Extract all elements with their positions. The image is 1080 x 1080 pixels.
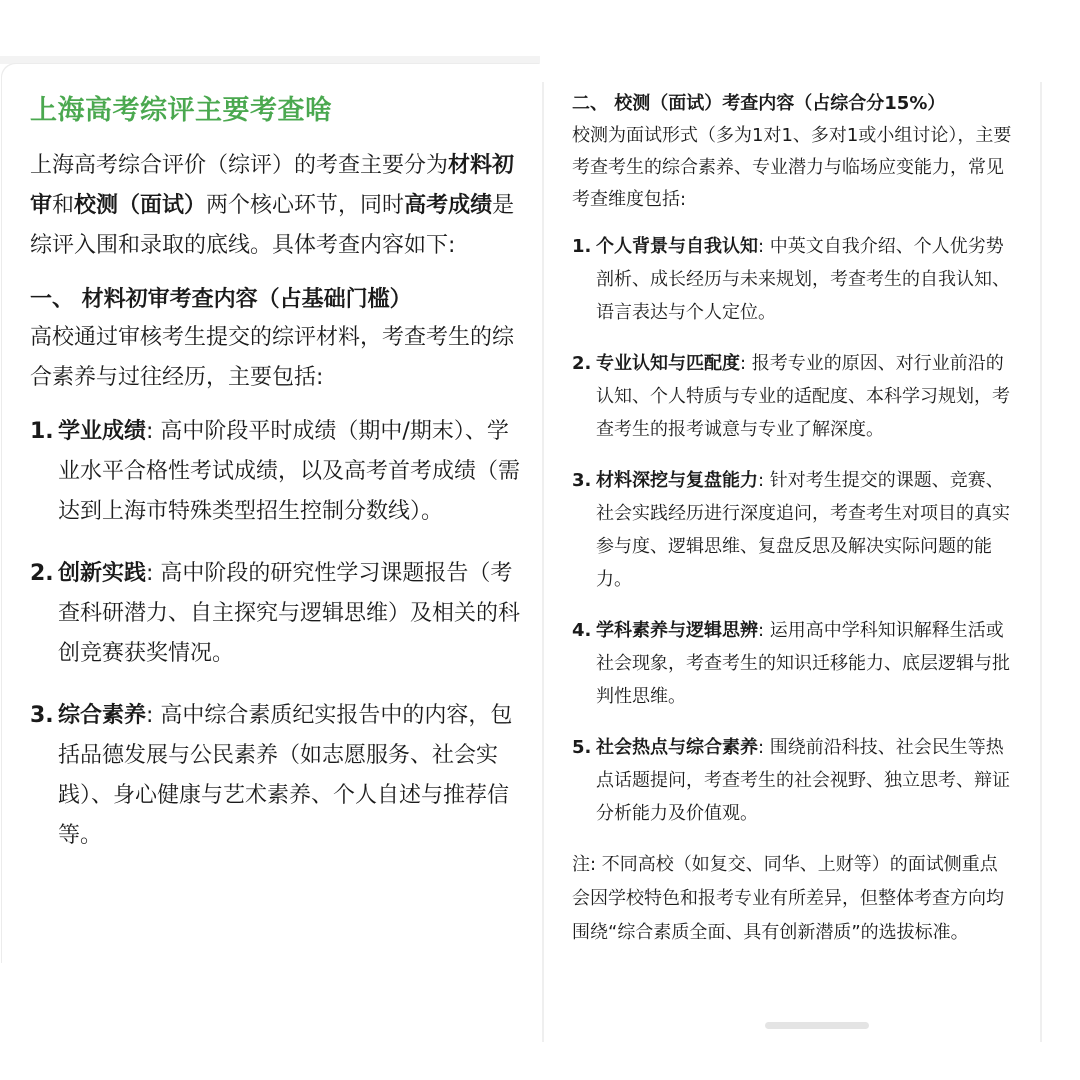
intro-text: 两个核心环节，同时 — [206, 193, 405, 218]
list-term: 学科素养与逻辑思辨 — [596, 620, 758, 641]
scroll-indicator[interactable] — [765, 1022, 869, 1029]
intro-text: 上海高考综合评价（综评）的考查主要分为 — [30, 153, 449, 178]
left-article-card — [2, 64, 540, 964]
list-term: 社会热点与综合素养 — [596, 737, 758, 758]
list-term: 个人背景与自我认知 — [596, 236, 758, 257]
top-divider — [0, 56, 540, 64]
list-number: 2. — [30, 561, 54, 586]
article-title: 上海高考综评主要考查啥 — [30, 95, 333, 126]
list-text: : 围绕前沿科技、社会民生等热点话题提问，考查考生的社会视野、独立思考、辩证分析能力及价值观。 — [596, 737, 1010, 824]
list-number: 4. — [572, 620, 592, 641]
left-article-body — [30, 92, 530, 878]
list-text: : 高中综合素质纪实报告中的内容，包括品德发展与公民素养（如志愿服务、社会实践）、身心健康与艺术素养、个人自述与推荐信等。 — [58, 703, 513, 848]
list-item — [572, 347, 1012, 446]
list-number: 1. — [572, 236, 592, 257]
list-item — [572, 614, 1012, 713]
intro-text: 是综评入围和录取的底线。具体考查内容如下: — [30, 193, 515, 258]
list-text: : 中英文自我介绍、个人优劣势剖析、成长经历与未来规划，考查考生的自我认知、语言表达与个人定位。 — [596, 236, 1010, 323]
list-text: : 运用高中学科知识解释生活或社会现象，考查考生的知识迁移能力、底层逻辑与批判性思维。 — [596, 620, 1010, 707]
list-item — [572, 464, 1012, 596]
footnote: 注: 不同高校（如复交、同华、上财等）的面试侧重点会因学校特色和报考专业有所差异，但整体考查方向均围绕“综合素质全面、具有创新潜质”的选拔标准。 — [572, 854, 1004, 943]
list-number: 2. — [572, 353, 592, 374]
list-text: : 高中阶段平时成绩（期中/期末）、学业水平合格性考试成绩，以及高考首考成绩（需达到上海市特殊类型招生控制分数线）。 — [58, 419, 521, 524]
list-number: 1. — [30, 419, 54, 444]
section1-heading: 一、 材料初审考查内容（占基础门槛） — [30, 287, 412, 312]
list-number: 5. — [572, 737, 592, 758]
list-term: 专业认知与匹配度 — [596, 353, 740, 374]
list-item — [30, 412, 530, 532]
list-term: 创新实践 — [58, 561, 147, 586]
intro-bold-material: 材料初审 — [30, 153, 515, 218]
list-item — [30, 554, 530, 674]
section1-list — [30, 412, 530, 856]
section2-description: 校测为面试形式（多为1对1、多对1或小组讨论），主要考查考生的综合素养、专业潜力与临场应变能力，常见考查维度包括: — [572, 125, 1012, 210]
list-term: 材料深挖与复盘能力 — [596, 470, 758, 491]
intro-bold-score: 高考成绩 — [404, 193, 493, 218]
list-text: : 高中阶段的研究性学习课题报告（考查科研潜力、自主探究与逻辑思维）及相关的科创竞赛获奖情况。 — [58, 561, 521, 666]
section2-heading: 二、 校测（面试）考查内容（占综合分15%） — [572, 93, 946, 114]
right-article-card — [542, 82, 1042, 1042]
intro-paragraph — [30, 146, 530, 266]
list-term: 学业成绩 — [58, 419, 147, 444]
list-text: : 报考专业的原因、对行业前沿的认知、个人特质与专业的适配度、本科学习规划，考查考生的报考诚意与专业了解深度。 — [596, 353, 1010, 440]
right-article-body — [572, 88, 1012, 950]
list-item — [572, 230, 1012, 329]
list-number: 3. — [30, 703, 54, 728]
section2-list — [572, 230, 1012, 830]
list-term: 综合素养 — [58, 703, 147, 728]
list-text: : 针对考生提交的课题、竞赛、社会实践经历进行深度追问，考查考生对项目的真实参与度、逻辑思维、复盘反思及解决实际问题的能力。 — [596, 470, 1010, 590]
section1-description: 高校通过审核考生提交的综评材料，考查考生的综合素养与过往经历，主要包括: — [30, 325, 515, 390]
list-number: 3. — [572, 470, 592, 491]
list-item — [30, 696, 530, 856]
list-item — [572, 731, 1012, 830]
intro-bold-interview: 校测（面试） — [74, 193, 207, 218]
intro-text: 和 — [52, 193, 75, 218]
